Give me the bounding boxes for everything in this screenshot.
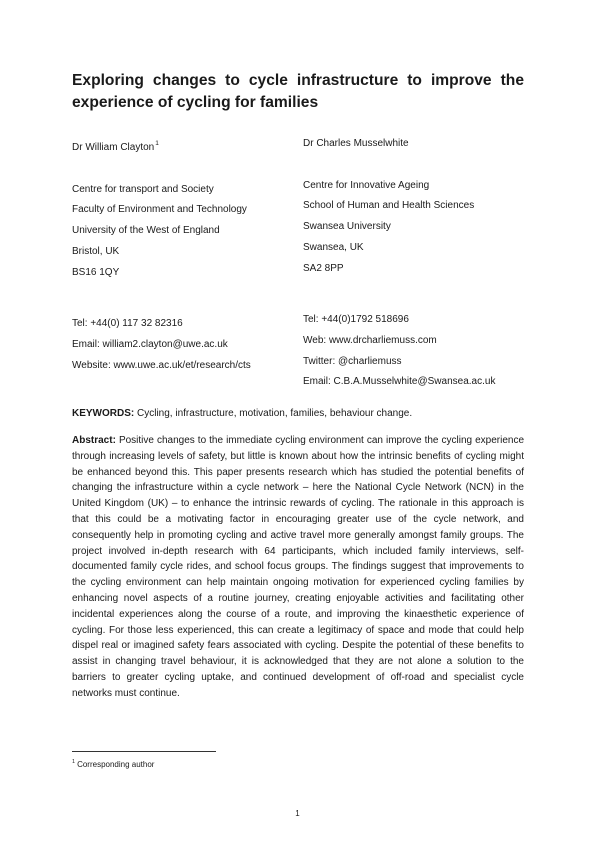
affiliation-line: School of Human and Health Sciences	[303, 200, 475, 212]
author-block-musselwhite	[303, 134, 543, 393]
footnote	[72, 756, 154, 771]
footnote-marker: 1	[155, 140, 159, 147]
contact-tel: Tel: +44(0) 117 32 82316	[72, 318, 183, 330]
contact-tel: Tel: +44(0)1792 518696	[303, 314, 409, 326]
page-number: 1	[295, 809, 300, 818]
keywords-label: KEYWORDS:	[72, 408, 135, 419]
abstract-text: Positive changes to the immediate cycling environment can improve the cycling experience through increasing levels of safety, but little is known about how the intrinsic benefits of cycling might be enhanced beyond this. This paper presents research which has studied the potential benefits of changing the infrastructure within a cycle network – here the National Cycle Network (NCN) in the United Kingdom (UK) – to enhance the intrinsic rewards of cycling. The rationale in this approach is that this could be a motivating factor in encouraging greater use of the cycle network, and consequently help in promoting cycling and active travel more generally amongst family groups. The project involved in-depth research with 64 participants, which included family interviews, self-documented family cycle rides, and school focus groups. The findings suggest that improvements to the cycling environment can help maintain ongoing motivation for experienced cycling families by enhancing novel aspects of a routine journey, creating enjoyable activities and facilitating other incidental experiences along the course of a route, and improving the kinaesthetic experience of cycling. For those less experienced, this can create a legitimacy of space and mode that could help dispel real or imagined safety fears associated with cycling. Despite the potential of these benefits to assist in changing travel behaviour, it is acknowledged that they are not alone a solution to the barriers to greater cycling uptake, and continued development of off-road and specialist cycle networks must continue.	[72, 435, 524, 699]
abstract-label: Abstract:	[72, 435, 116, 446]
affiliation-line: SA2 8PP	[303, 262, 344, 274]
contact-twitter: Twitter: @charliemuss	[303, 355, 402, 367]
affiliation-line: Centre for Innovative Ageing	[303, 179, 430, 191]
contact-website: Website: www.uwe.ac.uk/et/research/cts	[72, 359, 251, 371]
affiliation-line: Bristol, UK	[72, 245, 120, 257]
author-name: Dr Charles Musselwhite	[303, 138, 409, 149]
affiliation-line: BS16 1QY	[72, 266, 120, 278]
footnote-separator	[72, 751, 216, 752]
abstract	[72, 433, 524, 702]
contact-web: Web: www.drcharliemuss.com	[303, 334, 437, 346]
author-name: Dr William Clayton$^1$	[72, 140, 159, 153]
footnote-mark: 1	[72, 759, 76, 765]
affiliation-line: Faculty of Environment and Technology	[72, 204, 247, 216]
contact-email: Email: william2.clayton@uwe.ac.uk	[72, 338, 228, 350]
keywords	[72, 406, 524, 422]
affiliation-line: Centre for transport and Society	[72, 183, 214, 195]
paper-title: Exploring changes to cycle infrastructure to improve the experience of cycling for families	[72, 72, 524, 111]
affiliation-line: Swansea, UK	[303, 241, 364, 253]
contact-email: Email: C.B.A.Musselwhite@Swansea.ac.uk	[303, 376, 496, 388]
author-block-clayton	[72, 134, 292, 376]
affiliation-line: Swansea University	[303, 221, 391, 233]
keywords-text: Cycling, infrastructure, motivation, families, behaviour change.	[137, 408, 413, 419]
footnote-text: Corresponding author	[77, 760, 155, 769]
affiliation-line: University of the West of England	[72, 225, 220, 237]
